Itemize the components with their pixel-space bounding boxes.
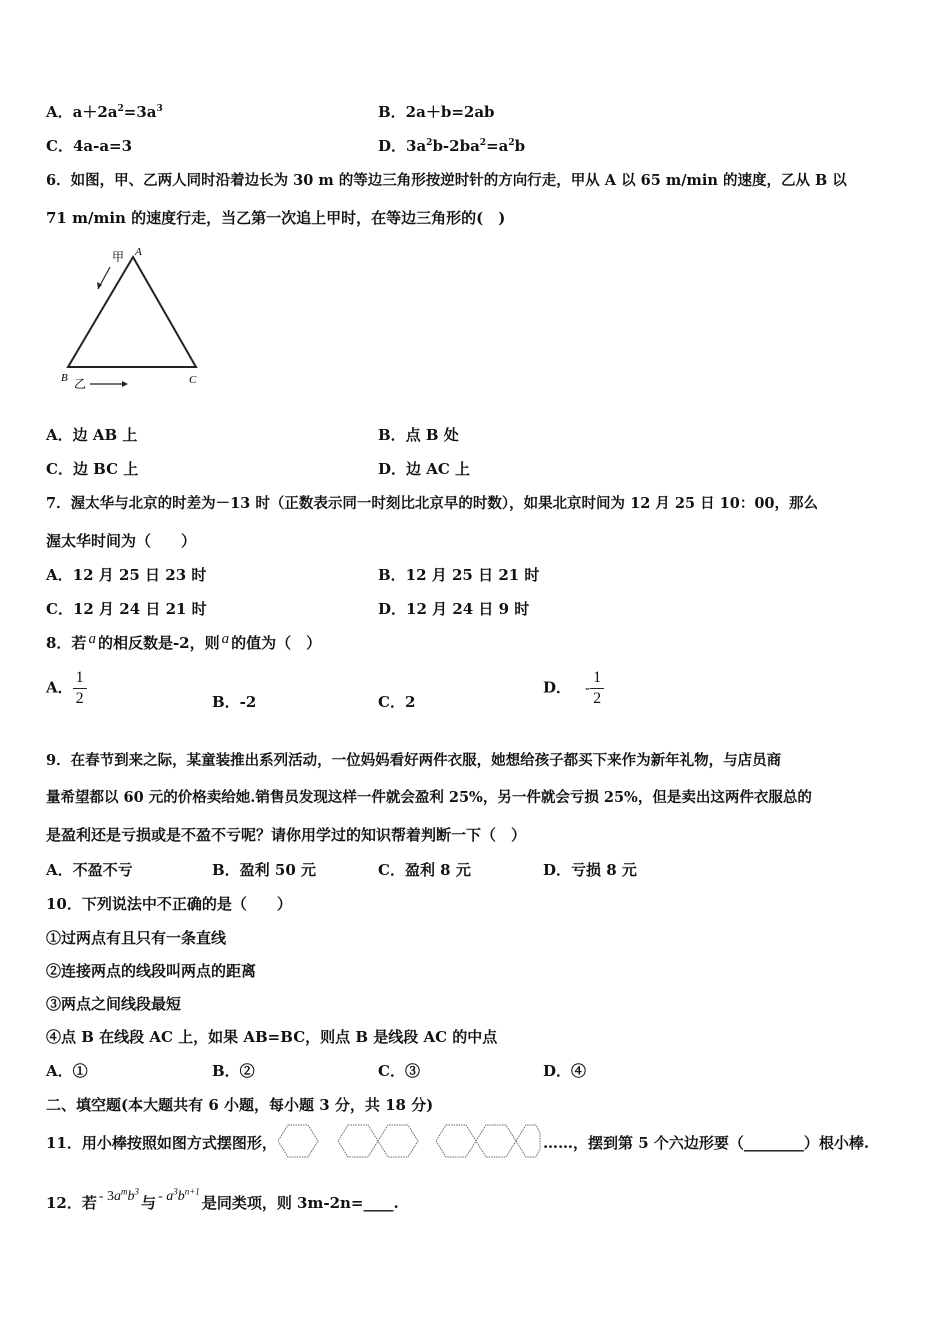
yi-label: 乙: [74, 377, 87, 391]
q9-option-c[interactable]: C．盈利 8 元: [378, 861, 471, 879]
variable-a: a: [221, 631, 230, 647]
q7-option-b[interactable]: B．12 月 25 日 21 时: [378, 566, 540, 584]
section-2-title: 二、填空题(本大题共有 6 小题，每小题 3 分，共 18 分): [46, 1096, 434, 1114]
hexagon-1-fig2: [338, 1125, 378, 1157]
triangle-shape: [68, 257, 196, 367]
q8-option-b[interactable]: B．-2: [212, 693, 257, 711]
q9-option-a[interactable]: A．不盈不亏: [46, 861, 133, 879]
fraction-one-half: $\frac{1}{2}$: [73, 668, 87, 709]
q11-stem-suffix: ……，摆到第 5 个六边形要（________）根小棒.: [543, 1134, 870, 1152]
q9-stem-line3: 是盈利还是亏损或是不盈不亏呢？请你用学过的知识帮着判断一下（ ）: [46, 826, 527, 844]
q6-option-b[interactable]: B．点 B 处: [378, 426, 459, 444]
q9-option-b[interactable]: B．盈利 50 元: [212, 861, 316, 879]
q8-stem: 8．若 a 的相反数是-2，则 a 的值为（ ）: [46, 631, 322, 652]
q7-stem-line1: 7．渥太华与北京的时差为－13 时（正数表示同一时刻比北京早的时数），如果北京时间为 12 月 25 日 10：00，那么: [46, 495, 819, 512]
q6-stem-line1: 6．如图，甲、乙两人同时沿着边长为 30 m 的等边三角形按逆时针的方向行走，甲从 A 以 65 m/min 的速度，乙从 B 以: [46, 172, 847, 189]
hexagon-sequence-figure: [278, 1121, 543, 1163]
q7-option-a[interactable]: A．12 月 25 日 23 时: [46, 566, 207, 584]
vertex-c-label: C: [189, 374, 197, 386]
q7-stem-line2: 渥太华时间为（ ）: [46, 532, 197, 550]
hexagon-2-fig3: [476, 1125, 516, 1157]
q12-stem: 12．若 - $3a^mb^3$与 - $a^3b^{n+1}$是同类项，则 3m-2n=____.: [46, 1186, 399, 1212]
q11-stem-prefix: 11．用小棒按照如图方式摆图形，: [46, 1134, 277, 1152]
q5-option-b[interactable]: B．2a＋b=2ab: [378, 103, 495, 121]
q9-stem-line1: 9．在春节到来之际，某童装推出系列活动，一位妈妈看好两件衣服，她想给孩子都买下来作为新年礼物，与店员商: [46, 752, 782, 769]
q10-statement-4: ④点 B 在线段 AC 上，如果 AB=BC，则点 B 是线段 AC 的中点: [46, 1028, 498, 1046]
hexagon-3-fig3: [516, 1125, 540, 1157]
hexagon-2-fig2: [378, 1125, 418, 1157]
q9-option-d[interactable]: D．亏损 8 元: [543, 861, 637, 879]
q10-option-c[interactable]: C．③: [378, 1062, 420, 1080]
variable-a: a: [88, 631, 96, 647]
q5-option-c[interactable]: C．4a-a=3: [46, 137, 133, 155]
q10-option-b[interactable]: B．②: [212, 1062, 255, 1080]
q10-option-d[interactable]: D．④: [543, 1062, 587, 1080]
q6-option-c[interactable]: C．边 BC 上: [46, 460, 139, 478]
q9-stem-line2: 量希望都以 60 元的价格卖给她.销售员发现这样一件就会盈利 25%，另一件就会亏损 25%，但是卖出这两件衣服总的: [46, 789, 812, 806]
yi-arrowhead: [122, 381, 128, 387]
q10-stem: 10．下列说法中不正确的是（ ）: [46, 895, 292, 913]
hexagon-1-fig1: [278, 1125, 318, 1157]
q7-option-d[interactable]: D．12 月 24 日 9 时: [378, 600, 530, 618]
term-neg-a3-b-n-plus-1: - $a^3b^{n+1}$: [158, 1186, 200, 1204]
q8-option-a[interactable]: A． $\frac{1}{2}$: [46, 668, 87, 709]
q10-option-a[interactable]: A．①: [46, 1062, 88, 1080]
q7-option-c[interactable]: C．12 月 24 日 21 时: [46, 600, 207, 618]
q5-option-a[interactable]: A．$a+2a^2=3a^3$: [46, 103, 163, 121]
vertex-b-label: B: [61, 372, 68, 384]
q6-option-d[interactable]: D．边 AC 上: [378, 460, 471, 478]
jia-label: 甲: [112, 250, 125, 264]
q10-statement-2: ②连接两点的线段叫两点的距离: [46, 962, 257, 980]
vertex-a-label: A: [135, 246, 142, 258]
q10-statement-3: ③两点之间线段最短: [46, 995, 182, 1013]
q6-stem-line2: 71 m/min 的速度行走，当乙第一次追上甲时，在等边三角形的( ): [46, 209, 506, 227]
q8-option-d[interactable]: D． - $\frac{1}{2}$: [543, 668, 604, 709]
triangle-figure: [52, 243, 212, 393]
q6-option-a[interactable]: A．边 AB 上: [46, 426, 138, 444]
q5-option-d[interactable]: D．$3a^2b-2ba^2=a^2b$: [378, 137, 526, 155]
q10-statement-1: ①过两点有且只有一条直线: [46, 929, 227, 947]
hexagon-1-fig3: [436, 1125, 476, 1157]
fraction-one-half: $\frac{1}{2}$: [590, 668, 604, 709]
q8-option-c[interactable]: C．2: [378, 693, 416, 711]
term-neg-3-am-b3: - $3a^mb^3$: [98, 1186, 140, 1204]
